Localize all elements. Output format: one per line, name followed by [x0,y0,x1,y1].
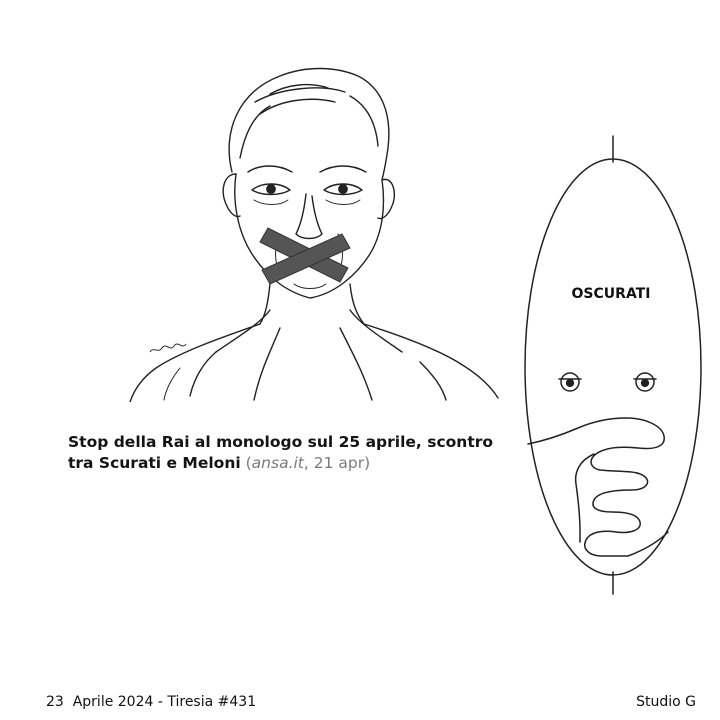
mouth-tape [260,228,350,284]
source-site: ansa.it [251,454,304,472]
portrait-drawing [120,62,505,402]
oval-label: OSCURATI [571,286,651,302]
hand [528,418,668,556]
oval-left-eye [559,373,581,391]
source-date: , 21 apr) [303,454,371,472]
oscurati-figure [518,132,708,600]
caption-source [241,454,370,472]
footer-date-issue: 23 Aprile 2024 - Tiresia #431 [46,694,257,710]
caption-headline: Stop della Rai al monologo sul 25 aprile, scontro tra Scurati e Meloni [68,433,494,472]
oval-right-eye [634,373,656,391]
artist-signature [150,344,186,352]
news-caption [68,432,518,474]
shoulder-right [364,324,498,398]
footer-studio: Studio G [636,694,696,710]
source-open: ( [240,454,252,472]
